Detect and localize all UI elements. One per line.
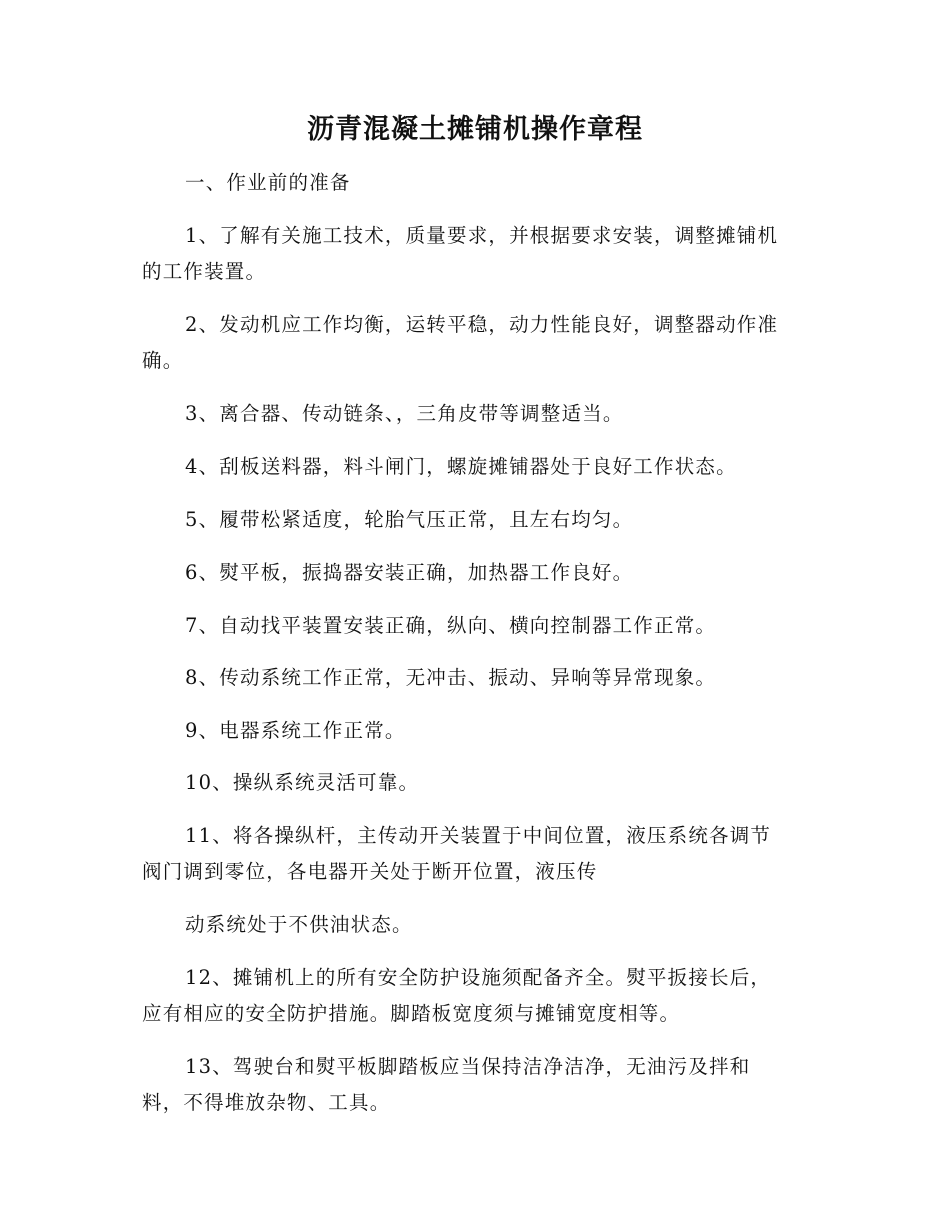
paragraph-line: 确。 [142,349,184,372]
paragraph-line: 3、离合器、传动链条、，三角皮带等调整适当。 [185,402,624,425]
paragraph-item-3 [142,396,817,432]
paragraph-line: 应有相应的安全防护措施。脚踏板宽度须与摊铺宽度相等。 [142,1002,681,1025]
paragraph-line: 料，不得堆放杂物、工具。 [142,1091,391,1114]
paragraph-line: 5、履带松紧适度，轮胎气压正常，且左右均匀。 [185,508,634,531]
paragraph-line: 一、作业前的准备 [185,171,351,194]
paragraph-line: 8、传动系统工作正常，无冲击、振动、异响等异常现象。 [185,666,717,689]
paragraph-line: 2、发动机应工作均衡，运转平稳，动力性能良好，调整器动作准 [185,313,779,336]
document-title: 沥青混凝土摊铺机操作章程 [307,114,643,145]
paragraph-line: 4、刮板送料器，料斗闸门，螺旋摊铺器处于良好工作状态。 [185,455,737,478]
paragraph-section-heading [142,165,817,201]
paragraph-line: 13、驾驶台和熨平板脚踏板应当保持洁净洁净，无油污及拌和 [185,1055,751,1078]
paragraph-item-13 [142,1049,817,1121]
paragraph-line: 12、摊铺机上的所有安全防护设施须配备齐全。熨平扳接长后， [185,966,772,989]
paragraph-item-8 [142,660,817,696]
paragraph-item-10 [142,765,817,801]
paragraph-item-11 [142,818,817,890]
paragraph-item-2 [142,307,817,379]
paragraph-item-11-continued [142,907,817,943]
paragraph-line: 1、了解有关施工技术，质量要求，并根据要求安装，调整摊铺机 [185,224,779,247]
paragraph-item-1 [142,218,817,290]
paragraph-line: 7、自动找平装置安装正确，纵向、横向控制器工作正常。 [185,614,717,637]
paragraph-item-7 [142,608,817,644]
paragraph-line: 10、操纵系统灵活可靠。 [185,771,420,794]
paragraph-line: 动系统处于不供油状态。 [185,913,413,936]
paragraph-line: 的工作装置。 [142,260,267,283]
paragraph-line: 9、电器系统工作正常。 [185,719,406,742]
paragraph-item-4 [142,449,817,485]
paragraph-item-5 [142,502,817,538]
paragraph-item-9 [142,713,817,749]
paragraph-item-12 [142,960,817,1032]
paragraph-line: 11、将各操纵杆，主传动开关装置于中间位置，液压系统各调节 [185,824,772,847]
paragraph-line: 阀门调到零位，各电器开关处于断开位置，液压传 [142,860,598,883]
paragraph-line: 6、熨平板，振捣器安装正确，加热器工作良好。 [185,561,634,584]
paragraph-item-6 [142,555,817,591]
